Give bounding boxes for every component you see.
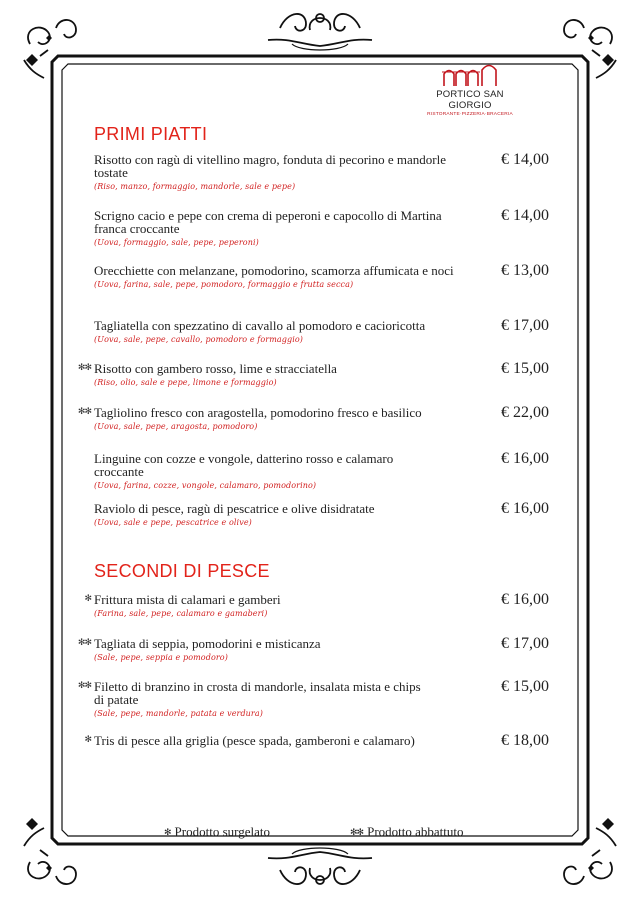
legend-chilled-label: Prodotto abbattuto	[367, 824, 464, 839]
dish-name: Scrigno cacio e pepe con crema di peperoni e capocollo di Martina franca croccante	[94, 208, 442, 236]
portico-arches-icon	[440, 62, 500, 88]
section-title-primi: PRIMI PIATTI	[94, 124, 208, 144]
menu-item	[94, 319, 549, 344]
product-mark: ✻✻	[77, 681, 91, 691]
product-mark: ✻✻	[77, 638, 91, 648]
dish-allergens: (Uova, formaggio, sale, pepe, peperoni)	[94, 238, 259, 247]
product-mark: ✻✻	[77, 363, 91, 373]
dish-name: Filetto di branzino in crosta di mandorle, insalata mista e chips di patate	[94, 679, 421, 707]
top-ornament	[268, 14, 372, 50]
section-title-secondi: SECONDI DI PESCE	[94, 561, 270, 581]
menu-item	[84, 732, 549, 749]
dish-allergens: (Uova, sale, pepe, cavallo, pomodoro e formaggio)	[94, 335, 303, 344]
dish-allergens: (Uova, farina, cozze, vongole, calamaro, pomodorino)	[94, 481, 317, 490]
legend-frozen-label: Prodotto surgelato	[174, 824, 270, 839]
product-mark: ✻	[84, 594, 91, 604]
dish-allergens: (Farina, sale, pepe, calamaro e gamaberi)	[94, 609, 268, 618]
dish-price: € 16,00	[501, 450, 549, 467]
dish-price: € 17,00	[501, 317, 549, 334]
legend-chilled-mark: ✻✻	[350, 828, 364, 838]
dish-allergens: (Sale, pepe, mandorle, patata e verdura)	[94, 709, 263, 718]
dish-name: Orecchiette con melanzane, pomodorino, scamorza affumicata e noci	[94, 263, 454, 278]
dish-name: Risotto con gambero rosso, lime e stracciatella	[94, 361, 337, 376]
dish-allergens: (Uova, farina, sale, pepe, pomodoro, formaggio e frutta secca)	[94, 280, 354, 289]
legend-frozen	[164, 824, 270, 840]
dish-name: Tagliolino fresco con aragostella, pomodorino fresco e basilico	[94, 405, 422, 420]
dish-price: € 22,00	[501, 404, 549, 421]
dish-name: Tagliatella con spezzatino di cavallo al pomodoro e cacioricotta	[94, 318, 426, 333]
dish-name: Risotto con ragù di vitellino magro, fonduta di pecorino e mandorle tostate	[94, 152, 447, 180]
corner-ornament-top-left	[24, 20, 76, 78]
dish-price: € 14,00	[501, 207, 549, 224]
logo-name: PORTICO SAN GIORGIO	[436, 89, 504, 111]
dish-allergens: (Uova, sale e pepe, pescatrice e olive)	[94, 518, 252, 527]
menu-item	[94, 153, 549, 191]
dish-price: € 13,00	[501, 262, 549, 279]
product-mark: ✻✻	[77, 407, 91, 417]
dish-price: € 15,00	[501, 360, 549, 377]
menu-item	[94, 209, 549, 247]
dish-name: Tris di pesce alla griglia (pesce spada, gamberoni e calamaro)	[94, 733, 415, 748]
dish-name: Linguine con cozze e vongole, datterino rosso e calamaro croccante	[94, 451, 394, 479]
dish-allergens: (Riso, olio, sale e pepe, limone e formaggio)	[94, 378, 277, 387]
restaurant-logo	[420, 62, 520, 117]
dish-price: € 18,00	[501, 732, 549, 749]
bottom-ornament	[268, 848, 372, 884]
legend-frozen-mark: ✻	[164, 828, 171, 838]
dish-allergens: (Uova, sale, pepe, aragosta, pomodoro)	[94, 422, 258, 431]
legend-chilled	[350, 824, 464, 840]
dish-allergens: (Riso, manzo, formaggio, mandorle, sale e pepe)	[94, 182, 296, 191]
menu-item	[77, 678, 549, 718]
logo-subtitle: RISTORANTE·PIZZERIA·BRACERIA	[427, 112, 513, 117]
dish-price: € 16,00	[501, 500, 549, 517]
menu-item	[94, 502, 549, 527]
menu-item	[77, 360, 549, 387]
dish-price: € 15,00	[501, 678, 549, 695]
dish-name: Frittura mista di calamari e gamberi	[94, 592, 281, 607]
dish-price: € 14,00	[501, 151, 549, 168]
product-mark: ✻	[84, 735, 91, 745]
dish-price: € 16,00	[501, 591, 549, 608]
dish-name: Tagliata di seppia, pomodorini e misticanza	[94, 636, 321, 651]
dish-name: Raviolo di pesce, ragù di pescatrice e olive disidratate	[94, 501, 375, 516]
dish-allergens: (Sale, pepe, seppia e pomodoro)	[94, 653, 228, 662]
menu-item	[77, 635, 549, 662]
dish-price: € 17,00	[501, 635, 549, 652]
menu-item	[84, 591, 549, 618]
menu-item	[94, 264, 549, 289]
corner-ornament-top-right	[564, 20, 616, 78]
menu-item	[94, 452, 549, 490]
menu-item	[77, 404, 549, 431]
